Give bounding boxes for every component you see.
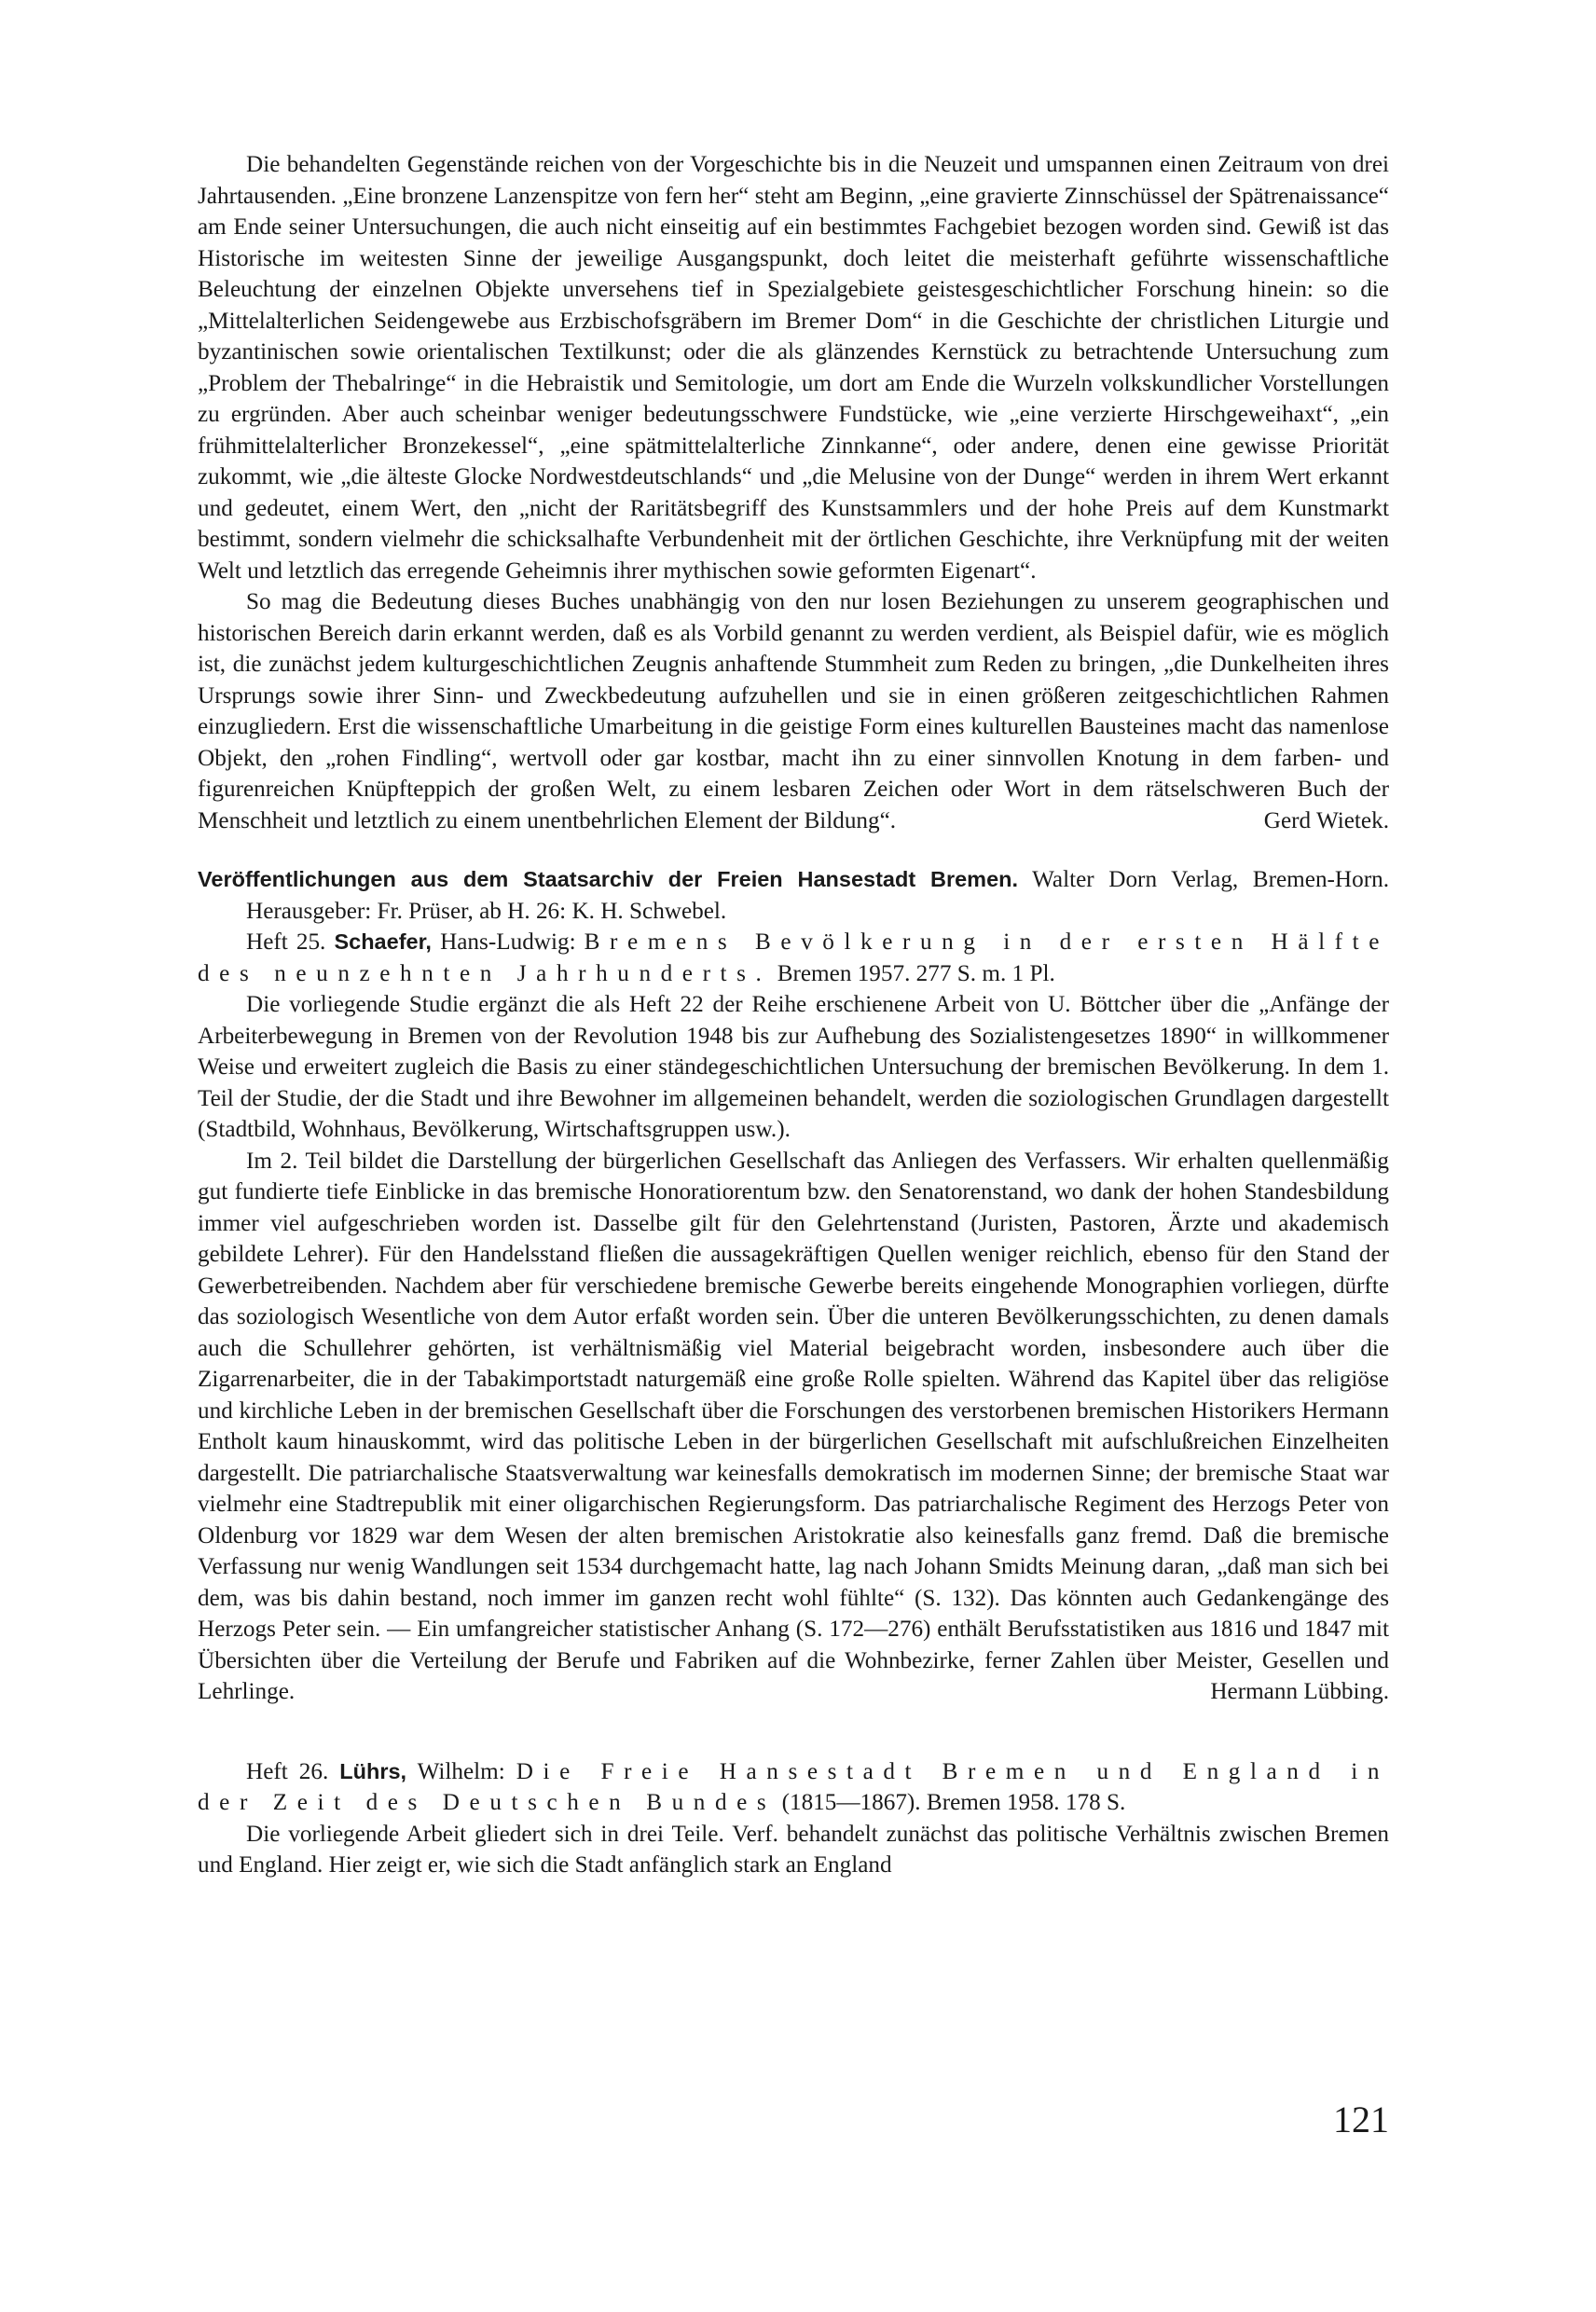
series-heading [198, 864, 1389, 927]
review2-author-first: Hans-Ludwig: [431, 929, 585, 955]
review2-citation [198, 927, 1389, 989]
text-column [198, 149, 1389, 1881]
section-gap [198, 1708, 1389, 1756]
review2-title: Bremens Bevölkerung in der ersten Hälfte des neunzehnten Jahrhunderts. [198, 929, 1389, 986]
review1-paragraph-1: Die behandelten Gegenstände reichen von der Vorgeschichte bis in die Neuzeit und umspannen einen Zeitraum von drei Jahrtausenden. „Eine bronzene Lanzenspitze von fern her“ steht am Beginn, „eine gravierte Zinnschüssel der Spätrenaissance“ am Ende seiner Untersuchungen, die auch nicht einseitig auf ein bestimmtes Fachgebiet bezogen worden sind. Gewiß ist das Historische im weitesten Sinne der jeweilige Ausgangspunkt, doch leitet die meisterhaft geführte wissenschaftliche Beleuchtung der einzelnen Objekte unversehens tief in Spezialgebiete geistesgeschichtlicher Forschung hinein: so die „Mittelalterlichen Seidengewebe aus Erzbischofsgräbern im Bremer Dom“ in die Geschichte der christlichen Liturgie und byzantinischen sowie orientalischen Textilkunst; oder die als glänzendes Kernstück zu betrachtende Untersuchung zum „Problem der Thebalringe“ in die Hebraistik und Semitologie, um dort am Ende die Wurzeln volkskundlicher Vorstellungen zu ergründen. Aber auch scheinbar weniger bedeutungsschwere Fundstücke, wie „eine verzierte Hirschgeweihaxt“, „ein frühmittelalterlicher Bronzekessel“, „eine spätmittelalterliche Zinnkanne“, oder andere, denen eine gewisse Priorität zukommt, wie „die älteste Glocke Nordwestdeutschlands“ und „die Melusine von der Dunge“ werden in ihrem Wert erkannt und gedeutet, einem Wert, den „nicht der Raritätsbegriff des Kunstsammlers und der hohe Preis auf dem Kunstmarkt bestimmt, sondern vielmehr die schicksalhafte Verbundenheit mit der örtlichen Geschichte, ihre Verknüpfung mit der weiten Welt und letztlich das erregende Geheimnis ihrer mythischen sowie geformten Eigenart“. [198, 152, 1389, 584]
review3-title: Die Freie Hansestadt Bremen und England in der Zeit des Deutschen Bundes [198, 1758, 1389, 1815]
page-number: 121 [1333, 2099, 1389, 2140]
series-title: Veröffentlichungen aus dem Staatsarchiv der Freien Hansestadt Bremen. [198, 867, 1019, 891]
review3-citation [198, 1756, 1389, 1819]
review2-reviewer: Hermann Lübbing. [1210, 1679, 1389, 1704]
review3-publication: (1815—1867). Bremen 1958. 178 S. [776, 1790, 1126, 1815]
review2-publication: Bremen 1957. 277 S. m. 1 Pl. [771, 960, 1055, 986]
review3-heft: Heft 26. [246, 1758, 329, 1784]
series-publisher: Walter Dorn Verlag, Bremen-Horn. Herausgeber: Fr. Prüser, ab H. 26: K. H. Schwebel. [246, 867, 1389, 924]
review2-paragraph-1: Die vorliegende Studie ergänzt die als Heft 22 der Reihe erschienene Arbeit von U. Böttcher über die „Anfänge der Arbeiterbewegung in Bremen von der Revolution 1948 bis zur Aufhebung des Sozialistengesetzes 1890“ in willkommener Weise und erweitert zugleich die Basis zu einer ständegeschichtlichen Untersuchung der bremischen Bevölkerung. In dem 1. Teil der Studie, der die Stadt und ihre Bewohner im allgemeinen behandelt, werden die soziologischen Grundlagen dargestellt (Stadtbild, Wohnhaus, Bevölkerung, Wirtschaftsgruppen usw.). [198, 992, 1389, 1142]
review1-reviewer: Gerd Wietek. [1263, 807, 1389, 833]
review3-paragraph-1: Die vorliegende Arbeit gliedert sich in drei Teile. Verf. behandelt zunächst das politische Verhältnis zwischen Bremen und England. Hier zeigt er, wie sich die Stadt anfänglich stark an England [198, 1821, 1389, 1878]
review2-author: Schaefer, [334, 929, 432, 954]
review2-heft: Heft 25. [246, 929, 326, 955]
review1-paragraph-2: So mag die Bedeutung dieses Buches unabhängig von den nur losen Beziehungen zu unserem geographischen und historischen Bereich darin erkannt werden, daß es als Vorbild genannt zu werden verdient, als Beispiel dafür, wie es möglich ist, die zunächst jedem kulturgeschichtlichen Zeugnis anhaftende Stummheit zum Reden zu bringen, „die Dunkelheiten ihres Ursprungs sowie ihrer Sinn- und Zweckbedeutung aufzuhellen und sie in einen größeren zeitgeschichtlichen Rahmen einzugliedern. Erst die wissenschaftliche Umarbeitung in die geistige Form eines kulturellen Bausteines macht das namenlose Objekt, den „rohen Findling“, wertvoll oder gar kostbar, macht ihn zu einer sinnvollen Knotung in dem farben- und figurenreichen Knüpfteppich der großen Welt, zu einem lesbaren Zeichen oder Wort in dem rätselschweren Buch der Menschheit und letztlich zu einem unentbehrlichen Element der Bildung“. [198, 589, 1389, 833]
section-gap [198, 836, 1389, 864]
review3-author: Lührs, [339, 1758, 407, 1783]
review3-author-first: Wilhelm: [406, 1758, 516, 1784]
review2-paragraph-2: Im 2. Teil bildet die Darstellung der bürgerlichen Gesellschaft das Anliegen des Verfassers. Wir erhalten quellenmäßig gut fundierte tiefe Einblicke in das bremische Honoratiorentum bzw. den Senatorenstand, wo dank der hohen Standesbildung immer viel aufgeschrieben worden ist. Dasselbe gilt für den Gelehrtenstand (Juristen, Pastoren, Ärzte und akademisch gebildete Lehrer). Für den Handelsstand fließen die aussagekräftigen Quellen weniger reichlich, ebenso für den Stand der Gewerbetreibenden. Nachdem aber für verschiedene bremische Gewerbe bereits eingehende Monographien vorliegen, dürfte das soziologisch Wesentliche von dem Autor erfaßt worden sein. Über die unteren Bevölkerungsschichten, zu denen damals auch die Schullehrer gehörten, ist verhältnismäßig viel Material beigebracht worden, insbesondere auch über die Zigarrenarbeiter, die in der Tabakimportstadt naturgemäß eine große Rolle spielten. Während das Kapitel über das religiöse und kirchliche Leben in der bremischen Gesellschaft über die Forschungen des verstorbenen bremischen Historikers Hermann Entholt kaum hinauskommt, wird das politische Leben in der bürgerlichen Gesellschaft mit aufschlußreichen Einzelheiten dargestellt. Die patriarchalische Staatsverwaltung war keinesfalls demokratisch im modernen Sinne; der bremische Staat war vielmehr eine Stadtrepublik mit einer oligarchischen Regierungsform. Das patriarchalische Regiment des Herzogs Peter von Oldenburg vor 1829 war dem Wesen der alten bremischen Aristokratie also keinesfalls ganz fremd. Daß die bremische Verfassung nur wenig Wandlungen seit 1534 durchgemacht hatte, lag nach Johann Smidts Meinung daran, „daß man sich bei dem, was bis dahin bestand, noch immer im ganzen recht wohl fühlte“ (S. 132). Das könnten auch Gedankengänge des Herzogs Peter sein. — Ein umfangreicher statistischer Anhang (S. 172—276) enthält Berufsstatistiken aus 1816 und 1847 mit Übersichten über die Verteilung der Berufe und Fabriken auf die Wohnbezirke, ferner Zahlen über Meister, Gesellen und Lehrlinge. [198, 1148, 1389, 1704]
